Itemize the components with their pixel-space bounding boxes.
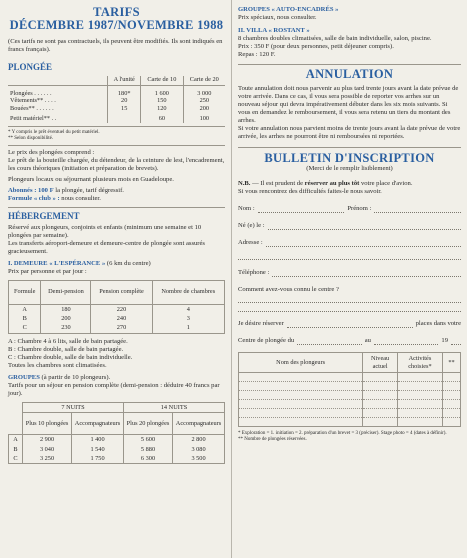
tarifs-intro: (Ces tarifs ne sont pas contractuels, ils peuvent être modifiés. Ils sont indiqués en francs français). [8,38,223,53]
demeure-table-header: Formule Demi-pension Pension complète Nombre de chambres [9,280,225,304]
table-row: Petit matériel** . . 60 100 [8,115,225,122]
table-row: C 3 250 1 750 6 300 3 500 [9,454,225,464]
plongee-table [8,76,225,123]
nom-field[interactable]: Nom : Prénom : [238,205,461,213]
table-row[interactable] [239,391,461,400]
table-row: Plongées . . . . . . 180* 1 600 3 000 [8,90,225,97]
annulation-text-1: Toute annulation doit nous parvenir au plus tard trente jours avant la date prévue de votre arrivée. Dans ce cas, il vous sera possible de reporter vos arrhes sur un nouveau séjour qui devra impérativement débuter dans les six mois suivants. Si vous en demandez le remboursement, il vous sera retenu un tiers du montant des arrhes. [238,85,459,124]
inscription-table-header: Nom des plongeurs Niveau actuel Activités choisies* ** [239,353,461,373]
annulation-text-2: Si votre annulation nous parvient moins de trente jours avant la date prévue de votre arrivée, les arrhes ne pourront être ni remboursées ni reportées. [238,125,461,140]
table-row[interactable] [239,382,461,391]
nb-difficultes: Si vous rencontrez des difficultés faites-le nous savoir. [238,188,382,195]
formule-line: Formule « club » : nous consulter. [8,194,101,202]
left-column [0,0,231,558]
chambre-c: C : Chambre double, salle de bain individuelle. [8,353,133,361]
right-column [232,0,467,558]
table-row: B 200 240 3 [9,314,225,323]
plongee-table-header [8,76,225,86]
groupes-table-header: 7 NUITS 14 NUITS [9,402,225,412]
naissance-field[interactable]: Né (e) le : [238,222,461,230]
table-row[interactable] [239,418,461,427]
prix-comprend: Le prix des plongées comprend : [8,148,95,156]
villa-title: II. VILLA « ROSTANT » [238,27,310,34]
col-carte10: Carte de 10 [141,76,184,86]
groupes-table-subheader: Plus 10 plongées Accompagnateurs Plus 20 plongées Accompagnateurs [9,413,225,435]
connu-line-2[interactable] [238,303,461,312]
bulletin-title: BULLETIN D'INSCRIPTION [264,151,435,165]
adresse-line-2[interactable] [238,251,461,260]
col-carte20: Carte de 20 [183,76,225,86]
hebergement-transferts: Les transferts aéroport-demeure et demeure-centre de plongée sont assurés gracieusement. [8,239,205,255]
bulletin-subtitle: (Merci de le remplir lisiblement) [306,165,393,172]
table-row: A 2 900 1 400 5 600 2 800 [9,435,225,445]
divider [8,145,225,146]
plongeurs-locaux: Plongeurs locaux ou séjournant plusieurs mois en Guadeloupe. [8,175,174,183]
adresse-field[interactable]: Adresse : [238,239,461,247]
table-row[interactable] [239,373,461,382]
chambres-climatisees: Toutes les chambres sont climatisées. [8,361,107,369]
footnote-1: * Y compris le prêt éventuel du petit matériel. [8,129,100,135]
connu-line-1[interactable] [238,294,461,303]
groupes-table [8,402,225,465]
divider [8,126,225,127]
groupes-title-line: GROUPES (à partir de 10 plongeurs). [8,373,111,381]
inscription-footnote-1: * Exploration = 1. initiation = 2. préparation d'un brevet = 3 (préciser). Stage photo = 4 (dates à définir). [238,431,447,436]
abonnes-line: Abonnés : 100 F la plongée, tarif dégressif. [8,186,124,194]
hebergement-heading: HÉBERGEMENT [8,210,80,221]
villa-prix: Prix : 350 F (pour deux personnes, petit déjeuner compris). [238,43,394,50]
tarifs-period: DÉCEMBRE 1987/NOVEMBRE 1988 [9,18,224,32]
table-row: B 3 040 1 540 5 880 3 080 [9,445,225,454]
groupes-auto-text: Prix spéciaux, nous consulter. [238,14,317,21]
hebergement-text: Réservé aux plongeurs, conjoints et enfants (minimum une semaine et 10 plongées par semaine). [8,223,202,239]
divider [238,64,461,65]
inscription-table [238,352,461,427]
divider [238,147,461,148]
divider [8,207,225,208]
telephone-field[interactable]: Téléphone : [238,269,461,277]
annulation-title: ANNULATION [305,67,394,81]
reserver-field[interactable]: Je désire réserver places dans votre [238,320,461,327]
inscription-footnote-2: ** Nombre de plongées réservées. [238,437,307,442]
demeure-prix: Prix par personne et par jour : [8,267,87,275]
groupes-auto-title: GROUPES « AUTO-ENCADRÉS » [238,6,339,13]
prix-detail: Le prêt de la bouteille chargée, du détendeur, de la ceinture de lest, l'encadrement, les cours théoriques (initiation et préparation de brevets). [8,156,225,172]
demeure-table [8,280,225,334]
nb-line: N.B. — Il est prudent de réserver au plus tôt votre place d'avion. [238,180,413,187]
plongee-heading: PLONGÉE [8,62,53,72]
chambre-a: A : Chambre 4 à 6 lits, salle de bain partagée. [8,337,128,345]
table-row: C 230 270 1 [9,323,225,333]
connu-field[interactable]: Comment avez-vous connu le centre ? [238,286,339,293]
table-row: Bouées** . . . . . . 15 120 200 [8,105,225,112]
col-unite: A l'unité [108,76,141,86]
footnote-2: ** Selon disponibilité. [8,135,54,141]
table-row: A 180 220 4 [9,304,225,314]
demeure-title-line: I. DEMEURE « L'ESPÉRANCE » (6 km du centre) [8,259,151,267]
table-row: Vêtements** . . . . 20 150 250 [8,97,225,104]
table-row[interactable] [239,409,461,418]
chambre-b: B : Chambre double, salle de bain partagée. [8,345,124,353]
groupes-text: Tarifs pour un séjour en pension complète (demi-pension : déduire 40 francs par jour). [8,381,220,397]
tarifs-title: TARIFS [93,5,140,19]
villa-text: 8 chambres doubles climatisées, salle de bain individuelle, salon, piscine. [238,35,432,42]
dates-field[interactable]: Centre de plongée du au 19 [238,337,461,345]
table-row[interactable] [239,400,461,409]
villa-repas: Repas : 120 F. [238,51,276,58]
